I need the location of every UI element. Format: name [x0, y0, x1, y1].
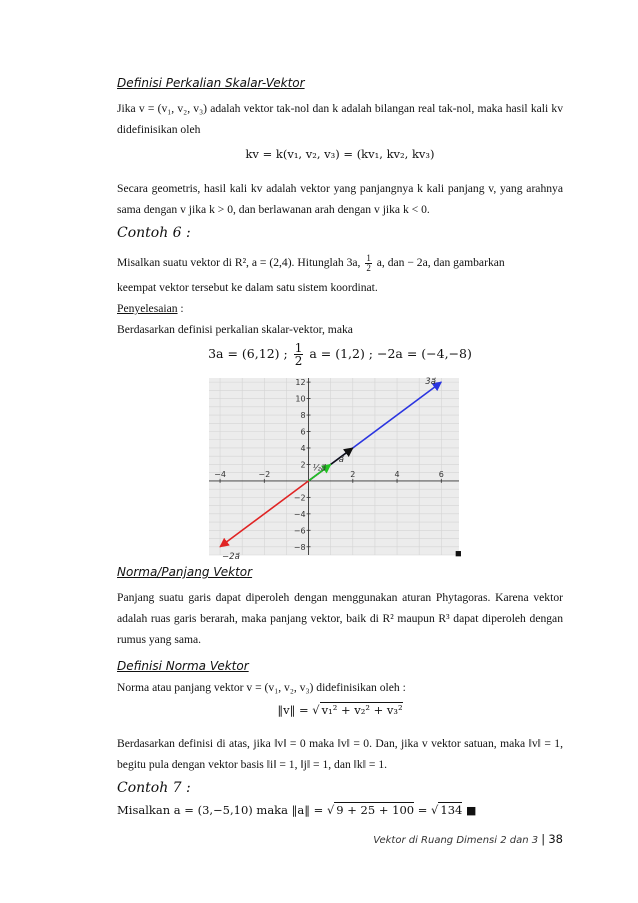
example-6-problem	[117, 252, 563, 273]
y-tick-label: 6	[300, 427, 306, 437]
example-6-problem-line2: keempat vektor tersebut ke dalam satu sistem koordinat.	[117, 281, 378, 294]
vector-label-a: a⃗	[338, 454, 345, 465]
solution-label-line	[117, 298, 563, 319]
problem-part-a: Misalkan suatu vektor di R², a = (2,4). Hitunglah 3a,	[117, 256, 361, 269]
solution-results	[117, 342, 563, 367]
chart-background	[209, 378, 459, 555]
qed-example-6: ■	[455, 548, 462, 560]
formula-norm: ‖v‖ = √ v₁² + v₂² + v₃²	[277, 703, 403, 717]
solution-text: Berdasarkan definisi perkalian skalar-vektor, maka	[117, 323, 353, 336]
page-number: 38	[548, 832, 563, 846]
paragraph-geometric-meaning: Secara geometris, hasil kali kv adalah vektor yang panjangnya k kali panjang v, yang arahnya sama dengan v jika k > 0, dan berlawanan arah dengan v jika k < 0.	[117, 182, 563, 216]
vector-label-half_a: ½a⃗	[312, 463, 327, 474]
footer-separator: |	[541, 832, 546, 846]
example-6-title: Contoh 6 :	[117, 225, 191, 241]
footer-title: Vektor di Ruang Dimensi 2 dan 3	[373, 835, 539, 846]
y-tick-label: 12	[295, 378, 306, 388]
solution-label: Penyelesaian	[117, 302, 178, 315]
y-tick-label: 2	[300, 460, 306, 470]
frac-den-result: 2	[294, 354, 303, 368]
heading-norm-definition: Definisi Norma Vektor	[117, 659, 249, 673]
ex7-eq: =	[417, 803, 428, 817]
y-tick-label: 10	[295, 394, 306, 404]
ex7-root1: 9 + 25 + 100	[336, 803, 415, 817]
example-7-text: Misalkan a = (3,−5,10) maka ‖a‖ = √ 9 + 25 + 100 = √ 134 ■	[117, 803, 477, 817]
y-tick-label: −2	[293, 493, 306, 503]
frac-num-result: 1	[294, 341, 303, 355]
x-tick-label: 4	[394, 469, 400, 479]
page-footer	[373, 832, 563, 846]
heading-scalar-multiplication: Definisi Perkalian Skalar-Vektor	[117, 76, 305, 90]
frac-num: 1	[366, 252, 371, 263]
heading-vector-norm: Norma/Panjang Vektor	[117, 565, 253, 579]
y-tick-label: 8	[300, 411, 306, 421]
qed-example-7: ■	[465, 804, 477, 817]
norm-left: ‖v‖ =	[277, 703, 309, 717]
y-tick-label: −8	[293, 542, 306, 552]
result-half-a-neg2a: a = (1,2) ; −2a = (−4,−8)	[309, 346, 472, 361]
vector-chart	[209, 377, 459, 562]
paragraph-norm-properties: Berdasarkan definisi di atas, jika ‖v‖ = 0 maka ‖v‖ = 0. Dan, jika v vektor satuan, maka ‖v‖ = 1, begitu pula dengan vektor basis ‖i‖ = 1, ‖j‖ = 1, dan ‖k‖ = 1.	[117, 737, 563, 771]
solution-colon: :	[177, 302, 184, 315]
y-tick-label: −4	[293, 509, 306, 519]
paragraph-vector-norm: Panjang suatu garis dapat diperoleh dengan menggunakan aturan Phytagoras. Karena vektor adalah ruas garis berarah, maka panjang vektor, baik di R² maupun R³ dapat diperoleh dengan rumus yang sama.	[117, 591, 563, 646]
y-tick-label: −6	[293, 526, 306, 536]
x-tick-label: 2	[350, 469, 356, 479]
fraction-half-result	[294, 342, 304, 367]
formula-scalar-multiplication: kv = k(v₁, v₂, v₃) = (kv₁, kv₂, kv₃)	[245, 147, 435, 161]
ex7-text: Misalkan a = (3,−5,10) maka ‖a‖ =	[117, 803, 324, 817]
paragraph-scalar-intro: Jika v = (v₁, v₂, v₃) adalah vektor tak-nol dan k adalah bilangan real tak-nol, maka hasil kali kv didefinisikan oleh	[117, 102, 563, 136]
fraction-half	[365, 254, 372, 273]
paragraph-norm-intro: Norma atau panjang vektor v = (v₁, v₂, v₃) didefinisikan oleh :	[117, 681, 406, 694]
vector-label-3a: 3a⃗	[425, 377, 436, 388]
y-tick-label: 4	[300, 443, 306, 453]
vector-label-neg2a: −2a⃗	[222, 551, 240, 562]
frac-den: 2	[366, 262, 371, 273]
x-tick-label: 6	[438, 469, 444, 479]
x-tick-label: −2	[258, 469, 271, 479]
result-3a: 3a = (6,12) ;	[208, 346, 288, 361]
problem-part-b: a, dan − 2a, dan gambarkan	[376, 256, 505, 269]
ex7-root2: 134	[440, 803, 463, 817]
x-tick-label: −4	[214, 469, 226, 479]
norm-root: v₁² + v₂² + v₃²	[321, 703, 403, 717]
example-7-title: Contoh 7 :	[117, 780, 191, 796]
